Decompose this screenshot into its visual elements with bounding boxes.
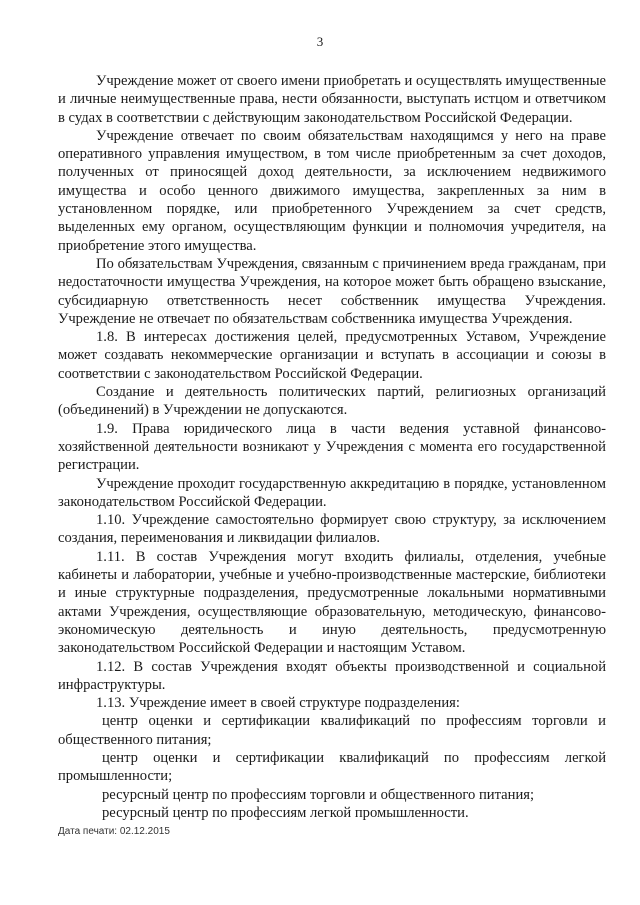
page-number: 3 [316,34,324,49]
paragraph: Учреждение может от своего имени приобретать и осуществлять имущественные и личные неимущественные права, нести обязанности, выступать истцом и ответчиком в судах в соответствии с действующим законодательством Российской Федерации. [58,73,606,126]
list-item: ресурсный центр по профессиям торговли и общественного питания; [102,786,535,803]
document-body [58,72,606,822]
paragraph: 1.12. В состав Учреждения входят объекты производственной и социальной инфраструктуры. [58,658,606,693]
paragraph: Учреждение проходит государственную аккредитацию в порядке, установленном законодательством Российской Федерации. [58,475,606,510]
paragraph: 1.8. В интересах достижения целей, предусмотренных Уставом, Учреждение может создавать некоммерческие организации и вступать в ассоциации и союзы в соответствии с законодательством Российской Федерации. [58,329,606,382]
paragraph: По обязательствам Учреждения, связанным с причинением вреда гражданам, при недостаточности имущества Учреждения, на которое может быть обращено взыскание, субсидиарную ответственность несет собственник имущества Учреждения. Учреждение не отвечает по обязательствам собственника имущества Учреждения. [58,255,606,327]
list-item: центр оценки и сертификации квалификаций по профессиям легкой промышленности; [58,749,606,785]
print-date-footer: Дата печати: 02.12.2015 [58,826,170,837]
paragraph: 1.9. Права юридического лица в части ведения уставной финансово-хозяйственной деятельности возникают у Учреждения с момента его государственной регистрации. [58,420,606,474]
list-item: центр оценки и сертификации квалификаций по профессиям торговли и общественного питания; [58,713,606,748]
list-item: ресурсный центр по профессиям легкой промышленности. [102,804,469,821]
paragraph: Создание и деятельность политических партий, религиозных организаций (объединений) в Учреждении не допускаются. [58,384,606,419]
paragraph: 1.13. Учреждение имеет в своей структуре подразделения: [96,695,460,712]
paragraph: Учреждение отвечает по своим обязательствам находящимся у него на праве оперативного управления имуществом, в том числе приобретенным за счет доходов, полученных от приносящей доход деятельности, за исключением недвижимого имущества и особо ценного движимого имущества, закрепленных за ним в установленном порядке, или приобретенного Учреждением за счет средств, выделенных ему органом, осуществляющим функции и полномочия учредителя, на приобретение этого имущества. [58,127,606,254]
paragraph: 1.10. Учреждение самостоятельно формирует свою структуру, за исключением создания, переименования и ликвидации филиалов. [58,512,606,547]
paragraph: 1.11. В состав Учреждения могут входить филиалы, отделения, учебные кабинеты и лаборатории, учебные и учебно-производственные мастерские, библиотеки и иные структурные подразделения, предусмотренные локальными нормативными актами Учреждения, осуществляющие образовательную, методическую, финансово-экономическую деятельность и иную деятельность, предусмотренную законодательством Российской Федерации и настоящим Уставом. [58,548,606,657]
